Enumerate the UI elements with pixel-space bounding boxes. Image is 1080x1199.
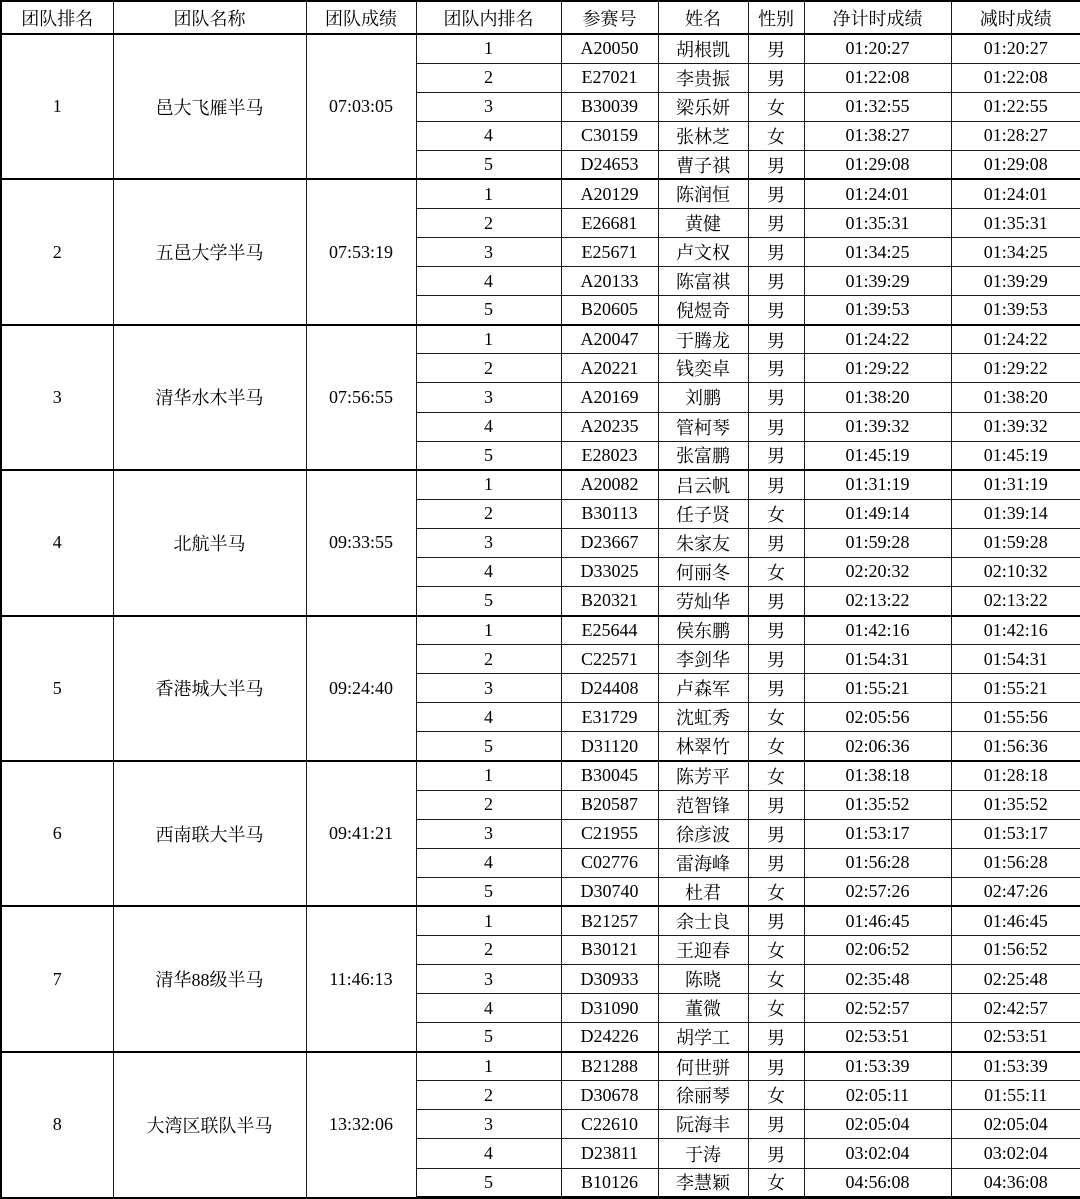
runner-name-cell: 董微 <box>658 994 748 1023</box>
bib-number-cell: D33025 <box>561 557 658 586</box>
gender-cell: 男 <box>748 1110 804 1139</box>
runner-name-cell: 侯东鹏 <box>658 616 748 645</box>
gender-cell: 男 <box>748 645 804 674</box>
gender-cell: 男 <box>748 674 804 703</box>
runner-name-cell: 吕云帆 <box>658 470 748 499</box>
runner-name-cell: 何世骈 <box>658 1052 748 1081</box>
deducted-time-cell: 01:24:22 <box>951 325 1080 354</box>
deducted-time-cell: 01:39:29 <box>951 267 1080 296</box>
bib-number-cell: D23667 <box>561 528 658 557</box>
net-time-cell: 02:06:36 <box>804 732 951 761</box>
deducted-time-cell: 01:39:53 <box>951 296 1080 325</box>
bib-number-cell: B20587 <box>561 790 658 819</box>
runner-name-cell: 余士良 <box>658 906 748 935</box>
deducted-time-cell: 01:39:32 <box>951 412 1080 441</box>
deducted-time-cell: 01:59:28 <box>951 528 1080 557</box>
header-bib-number: 参赛号 <box>561 1 658 34</box>
runner-name-cell: 陈润恒 <box>658 179 748 208</box>
member-rank-cell: 1 <box>416 906 561 935</box>
member-rank-cell: 2 <box>416 63 561 92</box>
gender-cell: 男 <box>748 586 804 615</box>
bib-number-cell: E31729 <box>561 703 658 732</box>
team-name-cell: 香港城大半马 <box>113 616 306 761</box>
net-time-cell: 01:39:53 <box>804 296 951 325</box>
deducted-time-cell: 03:02:04 <box>951 1139 1080 1168</box>
net-time-cell: 04:56:08 <box>804 1168 951 1197</box>
runner-name-cell: 王迎春 <box>658 935 748 964</box>
runner-name-cell: 雷海峰 <box>658 848 748 877</box>
runner-name-cell: 何丽冬 <box>658 557 748 586</box>
bib-number-cell: E25644 <box>561 616 658 645</box>
gender-cell: 男 <box>748 470 804 499</box>
gender-cell: 女 <box>748 1168 804 1197</box>
bib-number-cell: B30039 <box>561 92 658 121</box>
deducted-time-cell: 01:39:14 <box>951 499 1080 528</box>
results-body <box>1 34 1080 1198</box>
net-time-cell: 01:59:28 <box>804 528 951 557</box>
deducted-time-cell: 01:55:56 <box>951 703 1080 732</box>
gender-cell: 男 <box>748 616 804 645</box>
bib-number-cell: B21288 <box>561 1052 658 1081</box>
member-row <box>1 1052 1080 1081</box>
bib-number-cell: B21257 <box>561 906 658 935</box>
net-time-cell: 02:35:48 <box>804 965 951 994</box>
runner-name-cell: 卢文权 <box>658 238 748 267</box>
member-rank-cell: 5 <box>416 1023 561 1052</box>
member-rank-cell: 3 <box>416 383 561 412</box>
runner-name-cell: 陈富祺 <box>658 267 748 296</box>
net-time-cell: 01:24:22 <box>804 325 951 354</box>
team-rank-cell: 7 <box>1 906 113 1051</box>
deducted-time-cell: 01:53:17 <box>951 819 1080 848</box>
deducted-time-cell: 01:56:52 <box>951 935 1080 964</box>
member-row <box>1 325 1080 354</box>
net-time-cell: 01:45:19 <box>804 441 951 470</box>
deducted-time-cell: 01:24:01 <box>951 179 1080 208</box>
header-net-time: 净计时成绩 <box>804 1 951 34</box>
member-rank-cell: 1 <box>416 34 561 63</box>
gender-cell: 男 <box>748 325 804 354</box>
deducted-time-cell: 02:25:48 <box>951 965 1080 994</box>
net-time-cell: 02:06:52 <box>804 935 951 964</box>
net-time-cell: 02:20:32 <box>804 557 951 586</box>
bib-number-cell: D23811 <box>561 1139 658 1168</box>
team-name-cell: 北航半马 <box>113 470 306 615</box>
runner-name-cell: 范智锋 <box>658 790 748 819</box>
gender-cell: 男 <box>748 63 804 92</box>
team-rank-cell: 4 <box>1 470 113 615</box>
gender-cell: 女 <box>748 1081 804 1110</box>
bib-number-cell: A20235 <box>561 412 658 441</box>
deducted-time-cell: 01:55:21 <box>951 674 1080 703</box>
runner-name-cell: 卢森军 <box>658 674 748 703</box>
runner-name-cell: 沈虹秀 <box>658 703 748 732</box>
team-name-cell: 清华水木半马 <box>113 325 306 470</box>
gender-cell: 男 <box>748 412 804 441</box>
net-time-cell: 01:56:28 <box>804 848 951 877</box>
net-time-cell: 01:29:22 <box>804 354 951 383</box>
net-time-cell: 02:05:56 <box>804 703 951 732</box>
team-rank-cell: 3 <box>1 325 113 470</box>
member-rank-cell: 2 <box>416 499 561 528</box>
header-gender: 性别 <box>748 1 804 34</box>
member-rank-cell: 4 <box>416 267 561 296</box>
gender-cell: 女 <box>748 499 804 528</box>
gender-cell: 男 <box>748 238 804 267</box>
bib-number-cell: D24653 <box>561 150 658 179</box>
gender-cell: 女 <box>748 935 804 964</box>
runner-name-cell: 陈芳平 <box>658 761 748 790</box>
member-row <box>1 761 1080 790</box>
runner-name-cell: 于腾龙 <box>658 325 748 354</box>
bib-number-cell: C22571 <box>561 645 658 674</box>
deducted-time-cell: 02:05:04 <box>951 1110 1080 1139</box>
net-time-cell: 01:24:01 <box>804 179 951 208</box>
bib-number-cell: B20321 <box>561 586 658 615</box>
gender-cell: 女 <box>748 994 804 1023</box>
bib-number-cell: A20169 <box>561 383 658 412</box>
deducted-time-cell: 01:35:52 <box>951 790 1080 819</box>
runner-name-cell: 李慧颖 <box>658 1168 748 1197</box>
member-rank-cell: 2 <box>416 354 561 383</box>
member-rank-cell: 5 <box>416 441 561 470</box>
runner-name-cell: 阮海丰 <box>658 1110 748 1139</box>
deducted-time-cell: 01:53:39 <box>951 1052 1080 1081</box>
member-row <box>1 470 1080 499</box>
runner-name-cell: 黄健 <box>658 208 748 237</box>
runner-name-cell: 李贵振 <box>658 63 748 92</box>
deducted-time-cell: 01:35:31 <box>951 208 1080 237</box>
net-time-cell: 01:20:27 <box>804 34 951 63</box>
net-time-cell: 01:53:39 <box>804 1052 951 1081</box>
net-time-cell: 01:55:21 <box>804 674 951 703</box>
gender-cell: 男 <box>748 296 804 325</box>
gender-cell: 男 <box>748 150 804 179</box>
net-time-cell: 01:38:20 <box>804 383 951 412</box>
team-name-cell: 西南联大半马 <box>113 761 306 906</box>
deducted-time-cell: 01:29:08 <box>951 150 1080 179</box>
runner-name-cell: 林翠竹 <box>658 732 748 761</box>
gender-cell: 男 <box>748 528 804 557</box>
deducted-time-cell: 02:53:51 <box>951 1023 1080 1052</box>
gender-cell: 男 <box>748 1139 804 1168</box>
gender-cell: 男 <box>748 34 804 63</box>
team-score-cell: 09:33:55 <box>306 470 416 615</box>
deducted-time-cell: 01:46:45 <box>951 906 1080 935</box>
net-time-cell: 01:35:31 <box>804 208 951 237</box>
runner-name-cell: 李剑华 <box>658 645 748 674</box>
deducted-time-cell: 01:34:25 <box>951 238 1080 267</box>
member-rank-cell: 5 <box>416 586 561 615</box>
runner-name-cell: 于涛 <box>658 1139 748 1168</box>
net-time-cell: 01:46:45 <box>804 906 951 935</box>
member-rank-cell: 1 <box>416 616 561 645</box>
bib-number-cell: D31120 <box>561 732 658 761</box>
gender-cell: 男 <box>748 179 804 208</box>
gender-cell: 女 <box>748 121 804 150</box>
member-row <box>1 34 1080 63</box>
member-row <box>1 179 1080 208</box>
header-member-rank: 团队内排名 <box>416 1 561 34</box>
deducted-time-cell: 02:10:32 <box>951 557 1080 586</box>
member-rank-cell: 1 <box>416 761 561 790</box>
bib-number-cell: C21955 <box>561 819 658 848</box>
member-rank-cell: 2 <box>416 790 561 819</box>
member-rank-cell: 5 <box>416 150 561 179</box>
gender-cell: 女 <box>748 877 804 906</box>
bib-number-cell: B20605 <box>561 296 658 325</box>
gender-cell: 男 <box>748 267 804 296</box>
deducted-time-cell: 01:29:22 <box>951 354 1080 383</box>
deducted-time-cell: 01:20:27 <box>951 34 1080 63</box>
bib-number-cell: A20221 <box>561 354 658 383</box>
member-rank-cell: 4 <box>416 848 561 877</box>
team-name-cell: 大湾区联队半马 <box>113 1052 306 1198</box>
gender-cell: 女 <box>748 965 804 994</box>
net-time-cell: 02:05:11 <box>804 1081 951 1110</box>
team-score-cell: 07:03:05 <box>306 34 416 179</box>
net-time-cell: 02:57:26 <box>804 877 951 906</box>
runner-name-cell: 梁乐妍 <box>658 92 748 121</box>
bib-number-cell: E28023 <box>561 441 658 470</box>
bib-number-cell: E25671 <box>561 238 658 267</box>
member-rank-cell: 3 <box>416 92 561 121</box>
team-rank-cell: 5 <box>1 616 113 761</box>
deducted-time-cell: 01:42:16 <box>951 616 1080 645</box>
deducted-time-cell: 01:55:11 <box>951 1081 1080 1110</box>
gender-cell: 男 <box>748 790 804 819</box>
team-name-cell: 五邑大学半马 <box>113 179 306 324</box>
header-team-score: 团队成绩 <box>306 1 416 34</box>
team-score-cell: 07:56:55 <box>306 325 416 470</box>
member-rank-cell: 5 <box>416 877 561 906</box>
member-rank-cell: 3 <box>416 674 561 703</box>
gender-cell: 女 <box>748 557 804 586</box>
runner-name-cell: 钱奕卓 <box>658 354 748 383</box>
net-time-cell: 03:02:04 <box>804 1139 951 1168</box>
member-rank-cell: 1 <box>416 470 561 499</box>
gender-cell: 男 <box>748 1023 804 1052</box>
bib-number-cell: C22610 <box>561 1110 658 1139</box>
gender-cell: 男 <box>748 354 804 383</box>
gender-cell: 男 <box>748 441 804 470</box>
member-rank-cell: 2 <box>416 935 561 964</box>
deducted-time-cell: 01:28:27 <box>951 121 1080 150</box>
bib-number-cell: A20082 <box>561 470 658 499</box>
member-rank-cell: 3 <box>416 965 561 994</box>
runner-name-cell: 陈晓 <box>658 965 748 994</box>
deducted-time-cell: 01:54:31 <box>951 645 1080 674</box>
net-time-cell: 01:22:08 <box>804 63 951 92</box>
team-rank-cell: 6 <box>1 761 113 906</box>
header-runner-name: 姓名 <box>658 1 748 34</box>
runner-name-cell: 倪煜奇 <box>658 296 748 325</box>
bib-number-cell: E26681 <box>561 208 658 237</box>
bib-number-cell: A20047 <box>561 325 658 354</box>
gender-cell: 女 <box>748 732 804 761</box>
runner-name-cell: 任子贤 <box>658 499 748 528</box>
header-team-rank: 团队排名 <box>1 1 113 34</box>
gender-cell: 女 <box>748 92 804 121</box>
gender-cell: 男 <box>748 1052 804 1081</box>
runner-name-cell: 刘鹏 <box>658 383 748 412</box>
header-team-name: 团队名称 <box>113 1 306 34</box>
deducted-time-cell: 02:42:57 <box>951 994 1080 1023</box>
net-time-cell: 01:32:55 <box>804 92 951 121</box>
bib-number-cell: B30045 <box>561 761 658 790</box>
runner-name-cell: 徐丽琴 <box>658 1081 748 1110</box>
gender-cell: 男 <box>748 383 804 412</box>
net-time-cell: 02:52:57 <box>804 994 951 1023</box>
member-rank-cell: 4 <box>416 703 561 732</box>
net-time-cell: 01:39:29 <box>804 267 951 296</box>
team-name-cell: 邑大飞雁半马 <box>113 34 306 179</box>
deducted-time-cell: 01:56:28 <box>951 848 1080 877</box>
deducted-time-cell: 02:13:22 <box>951 586 1080 615</box>
bib-number-cell: D30933 <box>561 965 658 994</box>
bib-number-cell: C30159 <box>561 121 658 150</box>
runner-name-cell: 管柯琴 <box>658 412 748 441</box>
net-time-cell: 01:42:16 <box>804 616 951 645</box>
member-rank-cell: 2 <box>416 1081 561 1110</box>
member-rank-cell: 3 <box>416 1110 561 1139</box>
bib-number-cell: C02776 <box>561 848 658 877</box>
team-rank-cell: 1 <box>1 34 113 179</box>
team-name-cell: 清华88级半马 <box>113 906 306 1051</box>
net-time-cell: 01:49:14 <box>804 499 951 528</box>
header-row <box>1 1 1080 34</box>
member-rank-cell: 5 <box>416 1168 561 1197</box>
member-row <box>1 616 1080 645</box>
bib-number-cell: D31090 <box>561 994 658 1023</box>
bib-number-cell: E27021 <box>561 63 658 92</box>
team-rank-cell: 8 <box>1 1052 113 1198</box>
member-rank-cell: 3 <box>416 819 561 848</box>
header-deducted-time: 减时成绩 <box>951 1 1080 34</box>
member-rank-cell: 3 <box>416 528 561 557</box>
net-time-cell: 01:34:25 <box>804 238 951 267</box>
runner-name-cell: 胡学工 <box>658 1023 748 1052</box>
bib-number-cell: A20050 <box>561 34 658 63</box>
runner-name-cell: 曹子祺 <box>658 150 748 179</box>
deducted-time-cell: 01:38:20 <box>951 383 1080 412</box>
net-time-cell: 01:39:32 <box>804 412 951 441</box>
bib-number-cell: B30121 <box>561 935 658 964</box>
member-rank-cell: 3 <box>416 238 561 267</box>
member-rank-cell: 2 <box>416 645 561 674</box>
team-score-cell: 07:53:19 <box>306 179 416 324</box>
deducted-time-cell: 02:47:26 <box>951 877 1080 906</box>
member-rank-cell: 5 <box>416 296 561 325</box>
bib-number-cell: A20133 <box>561 267 658 296</box>
member-rank-cell: 1 <box>416 325 561 354</box>
gender-cell: 男 <box>748 819 804 848</box>
deducted-time-cell: 01:22:55 <box>951 92 1080 121</box>
team-score-cell: 09:24:40 <box>306 616 416 761</box>
member-row <box>1 906 1080 935</box>
gender-cell: 男 <box>748 906 804 935</box>
runner-name-cell: 胡根凯 <box>658 34 748 63</box>
gender-cell: 女 <box>748 761 804 790</box>
net-time-cell: 01:38:18 <box>804 761 951 790</box>
net-time-cell: 02:13:22 <box>804 586 951 615</box>
bib-number-cell: D30678 <box>561 1081 658 1110</box>
deducted-time-cell: 01:28:18 <box>951 761 1080 790</box>
deducted-time-cell: 01:22:08 <box>951 63 1080 92</box>
member-rank-cell: 4 <box>416 121 561 150</box>
gender-cell: 男 <box>748 208 804 237</box>
member-rank-cell: 5 <box>416 732 561 761</box>
net-time-cell: 02:05:04 <box>804 1110 951 1139</box>
bib-number-cell: B10126 <box>561 1168 658 1197</box>
net-time-cell: 01:29:08 <box>804 150 951 179</box>
member-rank-cell: 2 <box>416 208 561 237</box>
member-rank-cell: 1 <box>416 179 561 208</box>
bib-number-cell: A20129 <box>561 179 658 208</box>
net-time-cell: 01:38:27 <box>804 121 951 150</box>
net-time-cell: 01:35:52 <box>804 790 951 819</box>
member-rank-cell: 1 <box>416 1052 561 1081</box>
net-time-cell: 01:53:17 <box>804 819 951 848</box>
deducted-time-cell: 01:45:19 <box>951 441 1080 470</box>
team-rank-cell: 2 <box>1 179 113 324</box>
team-score-cell: 11:46:13 <box>306 906 416 1051</box>
runner-name-cell: 劳灿华 <box>658 586 748 615</box>
runner-name-cell: 杜君 <box>658 877 748 906</box>
bib-number-cell: D30740 <box>561 877 658 906</box>
member-rank-cell: 4 <box>416 557 561 586</box>
net-time-cell: 02:53:51 <box>804 1023 951 1052</box>
bib-number-cell: D24408 <box>561 674 658 703</box>
net-time-cell: 01:31:19 <box>804 470 951 499</box>
runner-name-cell: 张富鹏 <box>658 441 748 470</box>
runner-name-cell: 朱家友 <box>658 528 748 557</box>
runner-name-cell: 徐彦波 <box>658 819 748 848</box>
deducted-time-cell: 01:56:36 <box>951 732 1080 761</box>
bib-number-cell: B30113 <box>561 499 658 528</box>
runner-name-cell: 张林芝 <box>658 121 748 150</box>
gender-cell: 男 <box>748 848 804 877</box>
deducted-time-cell: 04:36:08 <box>951 1168 1080 1197</box>
member-rank-cell: 4 <box>416 412 561 441</box>
member-rank-cell: 4 <box>416 1139 561 1168</box>
member-rank-cell: 4 <box>416 994 561 1023</box>
team-score-cell: 09:41:21 <box>306 761 416 906</box>
team-score-cell: 13:32:06 <box>306 1052 416 1198</box>
deducted-time-cell: 01:31:19 <box>951 470 1080 499</box>
bib-number-cell: D24226 <box>561 1023 658 1052</box>
gender-cell: 女 <box>748 703 804 732</box>
net-time-cell: 01:54:31 <box>804 645 951 674</box>
